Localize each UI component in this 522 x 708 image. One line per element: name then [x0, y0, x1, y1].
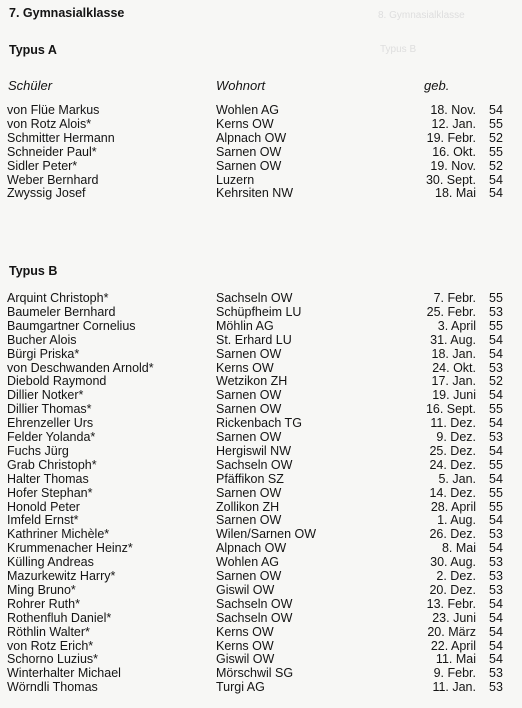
- student-wohnort: Giswil OW: [216, 582, 275, 597]
- student-name: von Rotz Erich*: [7, 638, 94, 653]
- student-name: Rothenfluh Daniel*: [7, 610, 112, 625]
- student-birth-year: 53: [489, 666, 503, 681]
- student-birth-year: 55: [489, 485, 503, 500]
- student-wohnort: Wilen/Sarnen OW: [216, 527, 317, 542]
- student-wohnort: Wetzikon ZH: [216, 374, 288, 389]
- student-birth-year: 54: [489, 388, 503, 403]
- student-row: [0, 103, 522, 117]
- student-wohnort: Alpnach OW: [216, 541, 287, 556]
- student-name: Wörndli Thomas: [7, 680, 98, 695]
- student-birth-date: 18. Mai: [435, 186, 476, 201]
- student-birth-year: 54: [489, 638, 503, 653]
- student-name: Baumeler Bernhard: [7, 304, 116, 319]
- student-birth-date: 28. April: [430, 499, 476, 514]
- ghost-typus: Typus B: [380, 44, 417, 55]
- student-birth-year: 54: [489, 332, 503, 347]
- student-birth-year: 54: [489, 652, 503, 667]
- student-birth-date: 5. Jan.: [438, 471, 476, 486]
- student-birth-date: 19. Febr.: [426, 130, 476, 145]
- student-wohnort: Sarnen OW: [216, 144, 282, 159]
- student-name: Ming Bruno*: [7, 582, 76, 597]
- student-name: Zwyssig Josef: [7, 186, 86, 201]
- student-birth-date: 25. Febr.: [426, 304, 476, 319]
- student-name: Külling Andreas: [7, 555, 94, 570]
- student-name: Felder Yolanda*: [7, 430, 96, 444]
- student-row: [0, 416, 522, 430]
- student-birth-year: 53: [489, 555, 503, 570]
- student-birth-year: 53: [489, 582, 503, 597]
- student-name: von Deschwanden Arnold*: [7, 360, 154, 375]
- student-row: [0, 374, 522, 388]
- student-birth-date: 18. Jan.: [431, 346, 476, 361]
- student-name: Schmitter Hermann: [7, 130, 115, 145]
- student-wohnort: Wohlen AG: [216, 555, 280, 570]
- student-name: Röthlin Walter*: [7, 624, 90, 639]
- student-wohnort: Turgi AG: [216, 680, 265, 695]
- student-birth-year: 54: [489, 103, 503, 117]
- section-title-typus-b: Typus B: [9, 264, 58, 278]
- student-wohnort: Sarnen OW: [216, 158, 282, 173]
- student-row: [0, 291, 522, 305]
- student-wohnort: Sarnen OW: [216, 402, 282, 417]
- student-row: [0, 444, 522, 458]
- student-wohnort: Sarnen OW: [216, 346, 282, 361]
- student-birth-year: 54: [489, 443, 503, 458]
- student-wohnort: Sachseln OW: [216, 457, 293, 472]
- student-birth-year: 54: [489, 416, 503, 431]
- student-birth-year: 54: [489, 596, 503, 611]
- student-birth-year: 53: [489, 680, 503, 695]
- student-row: [0, 173, 522, 187]
- student-wohnort: Sachseln OW: [216, 291, 293, 305]
- student-row: [0, 117, 522, 131]
- student-row: [0, 625, 522, 639]
- student-birth-year: 54: [489, 610, 503, 625]
- student-birth-date: 13. Febr.: [426, 596, 476, 611]
- column-header-wohnort: Wohnort: [216, 78, 266, 93]
- student-name: Schorno Luzius*: [7, 652, 99, 667]
- student-name: Kathriner Michèle*: [7, 527, 110, 542]
- student-name: Dillier Thomas*: [7, 402, 92, 417]
- student-birth-date: 16. Okt.: [432, 144, 476, 159]
- student-row: [0, 569, 522, 583]
- student-birth-date: 30. Aug.: [430, 555, 476, 570]
- student-wohnort: Sarnen OW: [216, 430, 282, 444]
- student-name: Mazurkewitz Harry*: [7, 569, 116, 583]
- student-birth-date: 22. April: [430, 638, 476, 653]
- student-birth-year: 53: [489, 304, 503, 319]
- student-row: [0, 347, 522, 361]
- student-wohnort: Möhlin AG: [216, 318, 274, 333]
- student-name: Weber Bernhard: [7, 172, 99, 187]
- student-birth-date: 25. Dez.: [429, 443, 476, 458]
- student-name: Baumgartner Cornelius: [7, 318, 136, 333]
- student-birth-year: 52: [489, 158, 503, 173]
- student-birth-date: 3. April: [437, 318, 476, 333]
- student-name: Hofer Stephan*: [7, 485, 93, 500]
- student-birth-date: 9. Dez.: [436, 430, 476, 444]
- student-birth-date: 24. Dez.: [429, 457, 476, 472]
- student-birth-year: 54: [489, 624, 503, 639]
- student-wohnort: Mörschwil SG: [216, 666, 294, 681]
- student-wohnort: Schüpfheim LU: [216, 304, 302, 319]
- student-birth-year: 54: [489, 172, 503, 187]
- student-name: Bürgi Priska*: [7, 346, 80, 361]
- student-name: Fuchs Jürg: [7, 443, 69, 458]
- student-row: [0, 555, 522, 569]
- student-birth-date: 11. Dez.: [430, 416, 476, 431]
- student-birth-date: 1. Aug.: [437, 513, 476, 528]
- student-birth-year: 52: [489, 130, 503, 145]
- student-birth-date: 11. Jan.: [432, 680, 476, 695]
- student-row: [0, 159, 522, 173]
- student-wohnort: Kehrsiten NW: [216, 186, 294, 201]
- student-birth-year: 54: [489, 541, 503, 556]
- student-birth-date: 7. Febr.: [433, 291, 476, 305]
- student-name: Winterhalter Michael: [7, 666, 121, 681]
- student-wohnort: Sarnen OW: [216, 388, 282, 403]
- student-row: [0, 319, 522, 333]
- section-title-typus-a: Typus A: [9, 43, 57, 57]
- student-birth-date: 30. Sept.: [425, 172, 476, 187]
- student-name: Honold Peter: [7, 499, 80, 514]
- student-row: [0, 652, 522, 666]
- student-wohnort: Kerns OW: [216, 360, 274, 375]
- student-birth-year: 53: [489, 569, 503, 583]
- student-wohnort: Alpnach OW: [216, 130, 287, 145]
- student-birth-year: 52: [489, 374, 503, 389]
- student-row: [0, 680, 522, 694]
- student-birth-year: 54: [489, 471, 503, 486]
- student-birth-date: 26. Dez.: [429, 527, 476, 542]
- student-name: Diebold Raymond: [7, 374, 107, 389]
- student-birth-year: 55: [489, 291, 503, 305]
- student-birth-date: 2. Dez.: [436, 569, 476, 583]
- student-row: [0, 500, 522, 514]
- student-row: [0, 486, 522, 500]
- student-birth-year: 54: [489, 186, 503, 201]
- student-row: [0, 666, 522, 680]
- student-name: Halter Thomas: [7, 471, 89, 486]
- student-row: [0, 430, 522, 444]
- student-row: [0, 402, 522, 416]
- student-name: Schneider Paul*: [7, 144, 97, 159]
- student-wohnort: Pfäffikon SZ: [216, 471, 284, 486]
- student-birth-year: 54: [489, 513, 503, 528]
- student-birth-date: 24. Okt.: [432, 360, 476, 375]
- student-birth-year: 54: [489, 346, 503, 361]
- student-name: Imfeld Ernst*: [7, 513, 79, 528]
- student-birth-date: 20. Dez.: [429, 582, 476, 597]
- student-birth-date: 19. Juni: [432, 388, 476, 403]
- student-birth-year: 55: [489, 499, 503, 514]
- student-row: [0, 186, 522, 200]
- student-name: Arquint Christoph*: [7, 291, 109, 305]
- student-row: [0, 458, 522, 472]
- student-wohnort: Kerns OW: [216, 624, 274, 639]
- student-row: [0, 611, 522, 625]
- student-row: [0, 639, 522, 653]
- student-birth-date: 11. Mai: [435, 652, 476, 667]
- student-row: [0, 597, 522, 611]
- student-birth-date: 14. Dez.: [429, 485, 476, 500]
- column-header-schueler: Schüler: [8, 78, 53, 93]
- student-name: Krummenacher Heinz*: [7, 541, 133, 556]
- student-birth-date: 16. Sept.: [425, 402, 476, 417]
- student-row: [0, 527, 522, 541]
- student-birth-year: 55: [489, 318, 503, 333]
- student-wohnort: Sarnen OW: [216, 485, 282, 500]
- student-birth-year: 55: [489, 144, 503, 159]
- student-birth-date: 31. Aug.: [430, 332, 476, 347]
- student-wohnort: Sachseln OW: [216, 610, 293, 625]
- student-birth-year: 55: [489, 457, 503, 472]
- student-birth-year: 55: [489, 116, 503, 131]
- student-wohnort: Kerns OW: [216, 116, 274, 131]
- student-row: [0, 333, 522, 347]
- student-row: [0, 145, 522, 159]
- ghost-heading: 8. Gymnasialklasse: [378, 10, 465, 21]
- student-name: Bucher Alois: [7, 332, 77, 347]
- student-wohnort: Hergiswil NW: [216, 443, 291, 458]
- student-row: [0, 583, 522, 597]
- student-row: [0, 361, 522, 375]
- student-birth-date: 17. Jan.: [431, 374, 476, 389]
- student-row: [0, 388, 522, 402]
- column-header-geb: geb.: [424, 78, 450, 93]
- student-birth-date: 23. Juni: [432, 610, 476, 625]
- student-birth-year: 53: [489, 430, 503, 444]
- student-wohnort: St. Erhard LU: [216, 332, 292, 347]
- student-name: von Flüe Markus: [7, 103, 100, 117]
- student-name: Ehrenzeller Urs: [7, 416, 94, 431]
- student-birth-date: 19. Nov.: [430, 158, 476, 173]
- student-wohnort: Wohlen AG: [216, 103, 280, 117]
- student-birth-year: 53: [489, 527, 503, 542]
- student-birth-date: 8. Mai: [441, 541, 476, 556]
- student-birth-date: 12. Jan.: [431, 116, 476, 131]
- student-wohnort: Sachseln OW: [216, 596, 293, 611]
- student-wohnort: Rickenbach TG: [216, 416, 302, 431]
- student-name: Rohrer Ruth*: [7, 596, 80, 611]
- student-wohnort: Kerns OW: [216, 638, 274, 653]
- student-wohnort: Sarnen OW: [216, 513, 282, 528]
- student-birth-date: 9. Febr.: [433, 666, 476, 681]
- student-wohnort: Sarnen OW: [216, 569, 282, 583]
- student-birth-date: 18. Nov.: [430, 103, 476, 117]
- student-row: [0, 131, 522, 145]
- student-name: von Rotz Alois*: [7, 116, 92, 131]
- student-birth-year: 53: [489, 360, 503, 375]
- student-name: Sidler Peter*: [7, 158, 78, 173]
- page-heading: 7. Gymnasialklasse: [9, 6, 125, 20]
- student-wohnort: Luzern: [216, 172, 255, 187]
- student-wohnort: Zollikon ZH: [216, 499, 280, 514]
- student-birth-date: 20. März: [427, 624, 476, 639]
- student-birth-year: 55: [489, 402, 503, 417]
- student-row: [0, 305, 522, 319]
- student-name: Grab Christoph*: [7, 457, 97, 472]
- student-row: [0, 513, 522, 527]
- student-name: Dillier Notker*: [7, 388, 84, 403]
- student-wohnort: Giswil OW: [216, 652, 275, 667]
- student-row: [0, 472, 522, 486]
- student-row: [0, 541, 522, 555]
